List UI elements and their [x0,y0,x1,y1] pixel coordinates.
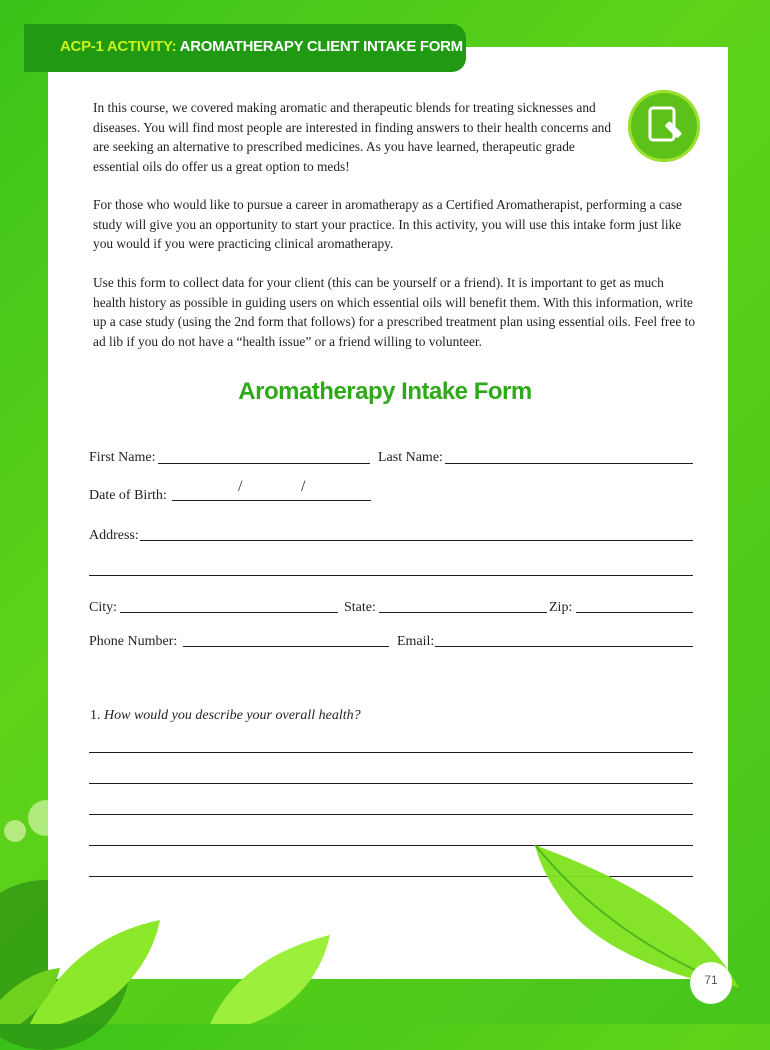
address-field-line-1[interactable] [140,540,693,541]
answer-line[interactable] [89,814,693,815]
intro-paragraph-2: For those who would like to pursue a career in aromatherapy as a Certified Aromatherapist, performing a case study will give you an opportunity to start your practice. In this activity, you will use this intake form just like you would if you were practicing clinical aromatherapy. [93,197,682,251]
activity-label: ACP-1 ACTIVITY: [60,38,177,55]
address-field-line-2[interactable] [89,575,693,576]
dob-separator-2: / [301,478,306,495]
answer-line[interactable] [89,783,693,784]
background-bubble-tiny [4,820,26,842]
city-label: City: [89,600,118,615]
question-text: How would you describe your overall health? [104,708,361,723]
header-title: AROMATHERAPY CLIENT INTAKE FORM [179,38,463,55]
state-field[interactable] [379,612,547,613]
answer-line[interactable] [89,752,693,753]
question-1 [90,708,361,724]
intro-paragraph-3: Use this form to collect data for your client (this can be yourself or a friend). It is important to get as much health history as possible in guiding users on which essential oils will benefit them. With this information, write up a case study (using the 2nd form that follows) for a prescribed treatment plan using essential oils. Feel free to ad lib if you do not have a “health issue” or a friend willing to volunteer. [93,275,696,349]
email-field[interactable] [435,646,693,647]
form-title: Aromatherapy Intake Form [238,378,532,405]
leaves-decoration [0,840,770,1024]
dob-label: Date of Birth: [89,488,167,503]
phone-label: Phone Number: [89,634,178,649]
last-name-field[interactable] [445,463,693,464]
dob-field[interactable] [172,500,371,501]
phone-field[interactable] [183,646,389,647]
email-label: Email: [397,634,435,649]
last-name-label: Last Name: [378,450,443,465]
form-edit-icon [628,90,700,162]
address-label: Address: [89,528,139,543]
first-name-field[interactable] [158,463,370,464]
zip-field[interactable] [576,612,693,613]
dob-separator-1: / [238,478,243,495]
page-header [60,38,463,55]
question-number: 1. [90,708,101,723]
zip-label: Zip: [549,600,573,615]
first-name-label: First Name: [89,450,156,465]
state-label: State: [344,600,376,615]
intro-paragraph-1: In this course, we covered making aromatic and therapeutic blends for treating sicknesses and diseases. You will find most people are interested in finding answers to their health concerns and are seeking an alternative to prescribed medicines. As you have learned, therapeutic grade essential oils do offer us a great option to meds! [93,100,612,174]
city-field[interactable] [120,612,338,613]
page-number: 71 [690,962,732,1004]
